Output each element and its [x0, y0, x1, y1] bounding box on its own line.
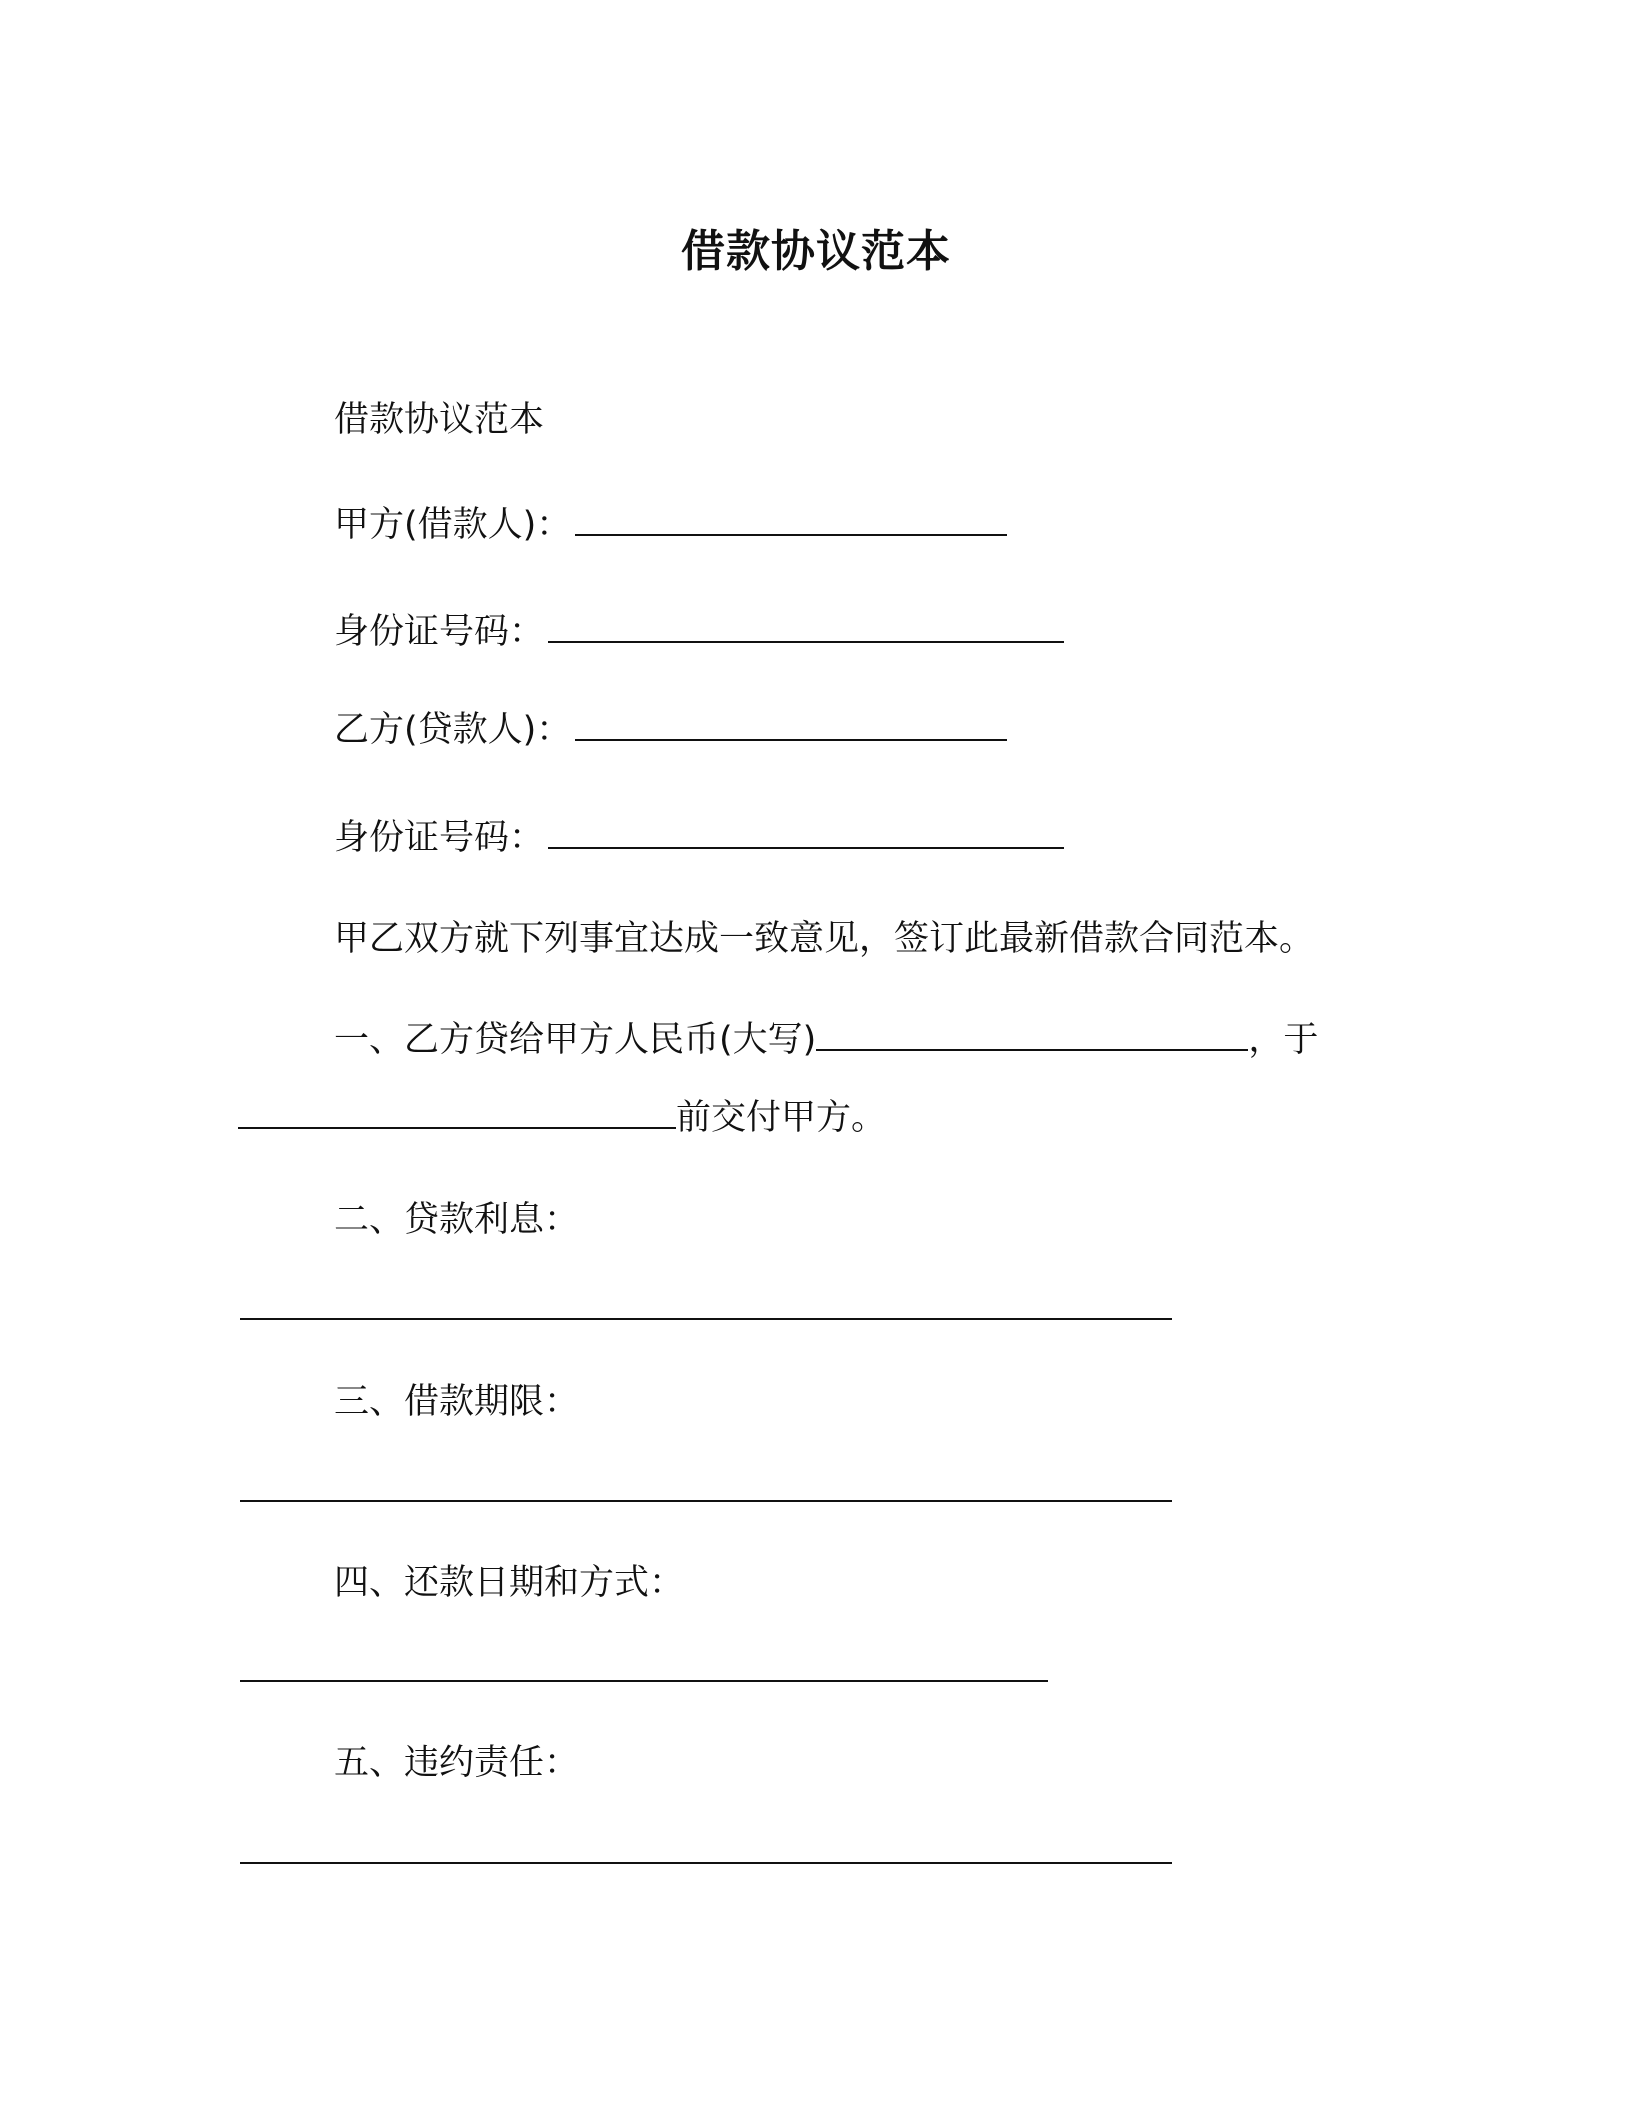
clause-1-prefix: 一、乙方贷给甲方人民币(大写) [334, 1020, 817, 1060]
party-b-id-label: 身份证号码： [334, 818, 545, 858]
clause-1-line-2 [238, 1093, 886, 1143]
party-b-line [334, 705, 1007, 755]
clause-2-heading: 二、贷款利息： [334, 1200, 580, 1240]
clause-2-blank-line [240, 1318, 1172, 1320]
clause-1-date-blank [238, 1095, 676, 1129]
party-a-label: 甲方(借款人)： [334, 505, 572, 545]
clause-1-amount-blank [816, 1017, 1248, 1051]
clause-3-blank-line [240, 1500, 1172, 1502]
party-b-blank [575, 707, 1007, 741]
party-a-line [334, 500, 1007, 550]
clause-1-middle: ，于 [1248, 1020, 1319, 1060]
party-b-label: 乙方(贷款人)： [334, 710, 572, 750]
clause-4-blank-line [240, 1680, 1048, 1682]
clause-4-heading: 四、还款日期和方式： [334, 1563, 685, 1603]
clause-5-heading: 五、违约责任： [334, 1743, 580, 1783]
clause-5-blank-line [240, 1862, 1172, 1864]
party-a-id-label: 身份证号码： [334, 612, 545, 652]
party-a-id-line [334, 607, 1064, 657]
agreement-statement: 甲乙双方就下列事宜达成一致意见，签订此最新借款合同范本。 [334, 919, 1315, 959]
party-b-id-line [334, 813, 1064, 863]
clause-1-line-1 [334, 1015, 1318, 1065]
party-a-blank [575, 502, 1007, 536]
clause-1-suffix: 前交付甲方。 [676, 1098, 887, 1138]
document-title: 借款协议范本 [681, 226, 951, 277]
clause-3-heading: 三、借款期限： [334, 1382, 580, 1422]
party-b-id-blank [548, 815, 1064, 849]
party-a-id-blank [548, 609, 1064, 643]
document-subtitle: 借款协议范本 [334, 400, 545, 440]
